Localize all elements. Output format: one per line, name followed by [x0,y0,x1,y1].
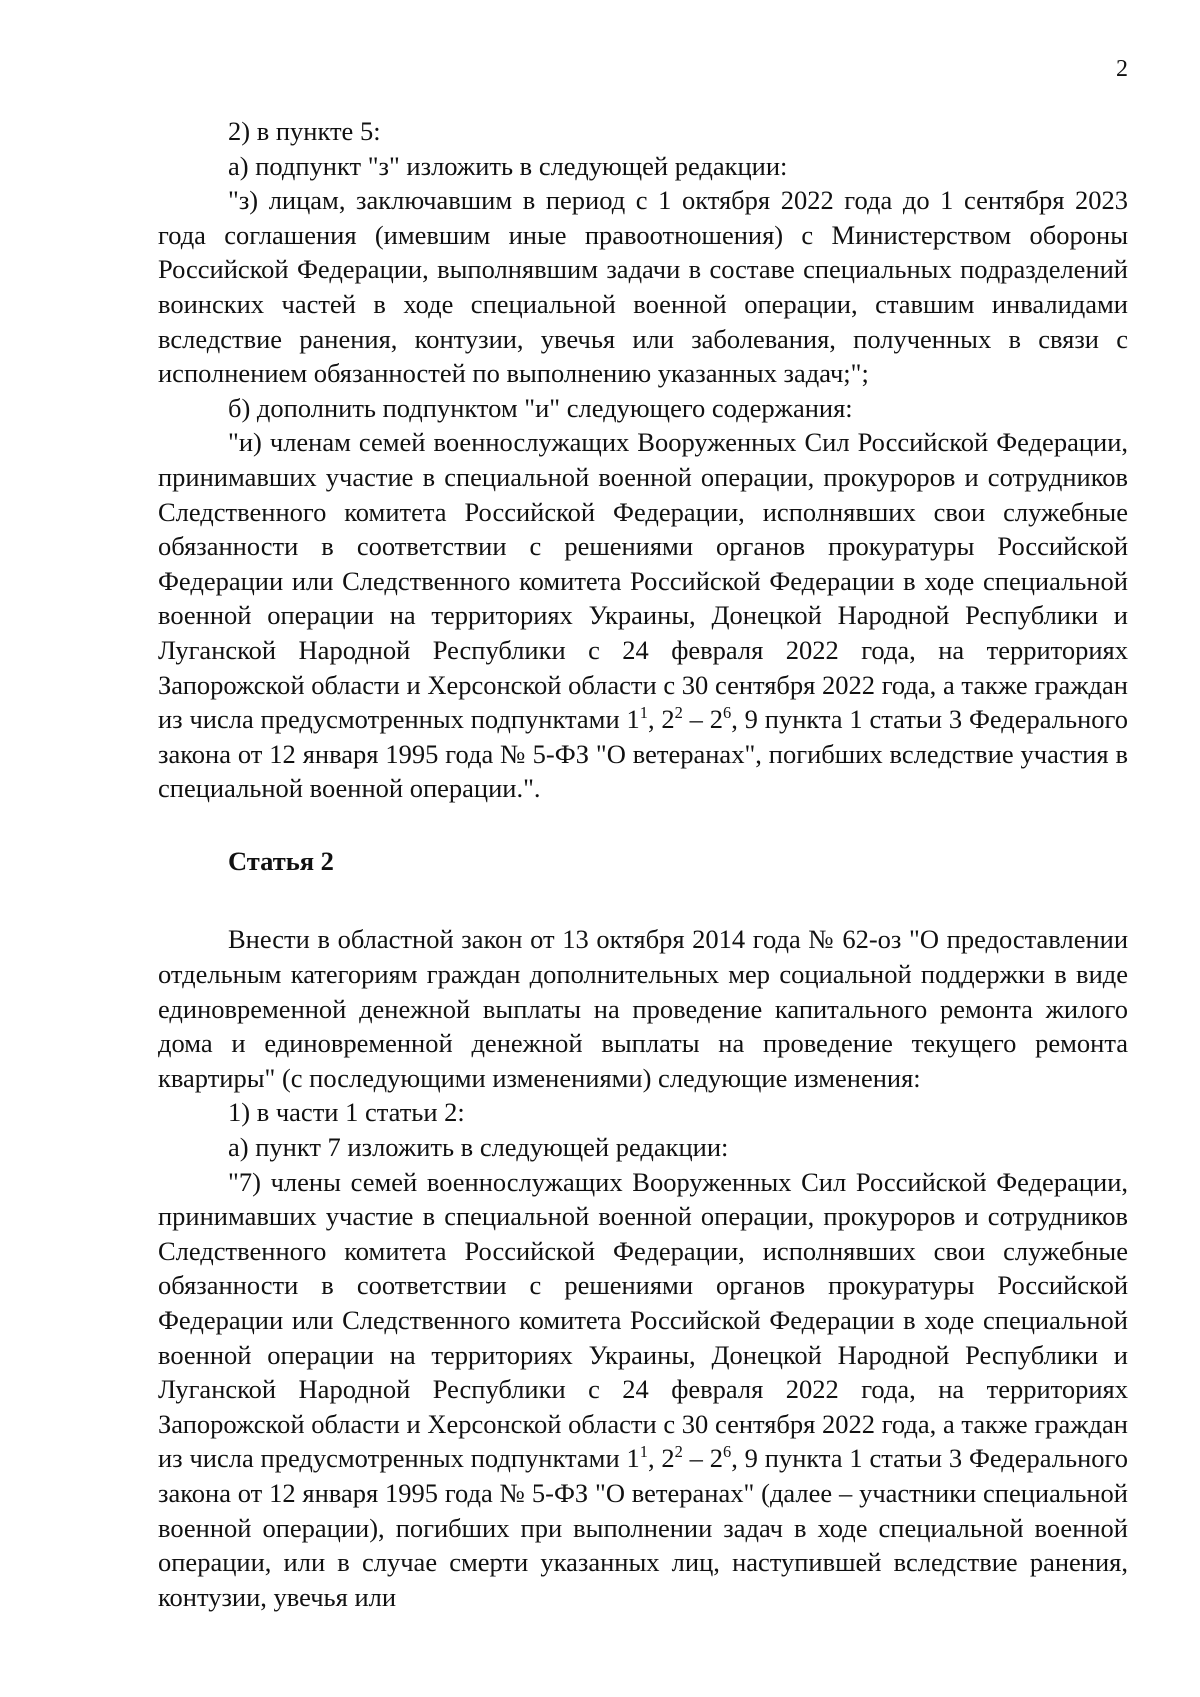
text-run: – 2 [682,704,724,735]
superscript: 1 [639,703,648,723]
paragraph [158,1130,1128,1165]
paragraph [158,425,1128,806]
superscript: 6 [723,1442,732,1462]
superscript: 2 [674,1442,683,1462]
text-run: Статья 2 [228,845,334,876]
text-run: "и) членам семей военнослужащих Вооруженных Сил Российской Федерации, принимавших участие в специальной военной операции, прокуроров и сотрудников Следственного комитета Российской Федерации, исполнявших свои служебные обязанности в соответствии с решениями органов прокуратуры Российской Федерации или Следственного комитета Российской Федерации в ходе специальной военной операции на территориях Украины, Донецкой Народной Республики и Луганской Народной Республики с 24 февраля 2022 года, на территориях Запорожской области и Херсонской области с 30 сентября 2022 года, а также граждан из числа предусмотренных подпунктами 1 [158,427,1128,735]
page-number: 2 [1116,56,1128,82]
paragraph [158,1095,1128,1130]
text-run: 2) в пункте 5: [228,116,381,146]
paragraph [158,114,1128,149]
text-run: , 2 [647,1443,675,1474]
text-run: б) дополнить подпунктом "и" следующего содержания: [228,392,853,423]
text-run: 1) в части 1 статьи 2: [228,1097,465,1128]
text-run: Внести в областной закон от 13 октября 2014 года № 62-оз "О предоставлении отдельным категориям граждан дополнительных мер социальной поддержки в виде единовременной денежной выплаты на проведение капитального ремонта жилого дома и единовременной денежной выплаты на проведение текущего ремонта квартиры" (с последующими изменениями) следующие изменения: [158,924,1128,1093]
paragraph [158,183,1128,391]
paragraph [158,1165,1128,1615]
paragraph [158,391,1128,426]
text-run: а) пункт 7 изложить в следующей редакции: [228,1132,729,1163]
text-run: "з) лицам, заключавшим в период с 1 октября 2022 года до 1 сентября 2023 года соглашения (имевшим иные правоотношения) с Министерством обороны Российской Федерации, выполнявшим задачи в составе специальных подразделений воинских частей в ходе специальной военной операции, ставшим инвалидами вследствие ранения, контузии, увечья или заболевания, полученных в связи с исполнением обязанностей по выполнению указанных задач;"; [158,185,1128,389]
article-heading [228,844,1128,879]
document-body [158,114,1128,1614]
text-run: , 9 пункта 1 статьи 3 Федерального закона от 12 января 1995 года № 5-ФЗ "О ветеранах", погибших вследствие участия в специальной военной операции.". [158,704,1128,804]
text-run: "7) члены семей военнослужащих Вооруженных Сил Российской Федерации, принимавших участие в специальной военной операции, прокуроров и сотрудников Следственного комитета Российской Федерации, исполнявших свои служебные обязанности в соответствии с решениями органов прокуратуры Российской Федерации или Следственного комитета Российской Федерации в ходе специальной военной операции на территориях Украины, Донецкой Народной Республики и Луганской Народной Республики с 24 февраля 2022 года, на территориях Запорожской области и Херсонской области с 30 сентября 2022 года, а также граждан из числа предусмотренных подпунктами 1 [158,1166,1128,1474]
superscript: 2 [674,703,683,723]
superscript: 1 [639,1442,648,1462]
superscript: 6 [723,703,732,723]
text-run: а) подпункт "з" изложить в следующей редакции: [228,150,788,181]
text-run: , 2 [647,704,675,735]
text-run: – 2 [682,1443,724,1474]
paragraph [158,922,1128,1095]
paragraph [158,149,1128,184]
text-run: , 9 пункта 1 статьи 3 Федерального закона от 12 января 1995 года № 5-ФЗ "О ветеранах" (далее – участники специальной военной операции), погибших при выполнении задач в ходе специальной военной операции, или в случае смерти указанных лиц, наступившей вследствие ранения, контузии, увечья или [158,1443,1128,1612]
